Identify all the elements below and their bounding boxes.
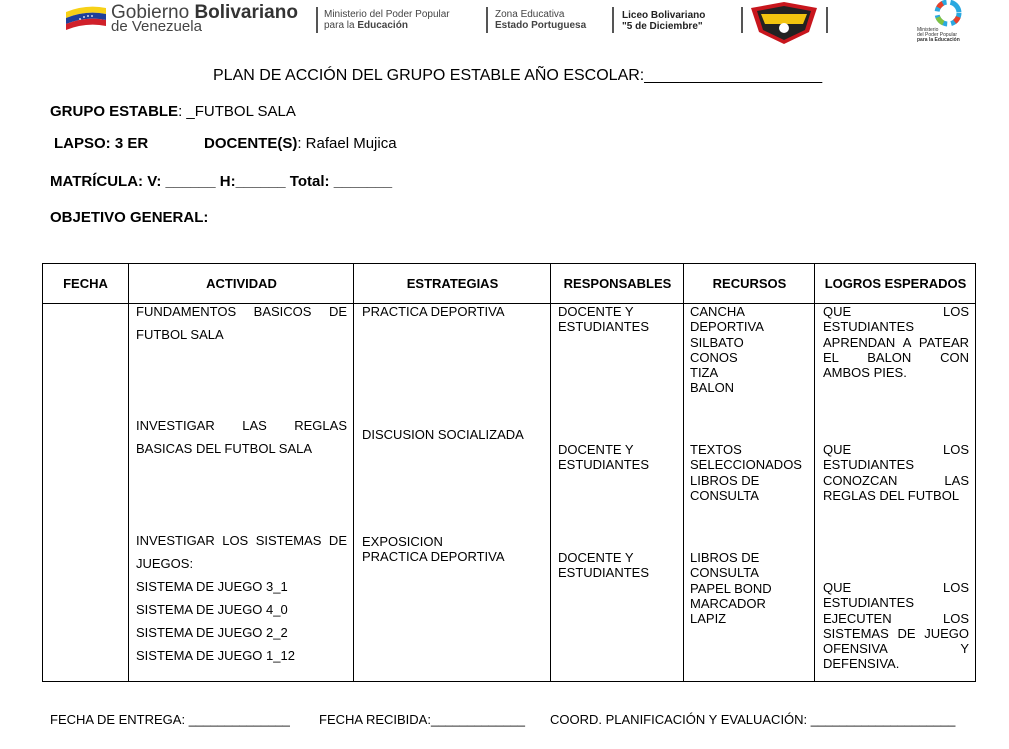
row1-recursos: CANCHA DEPORTIVA SILBATO CONOS TIZA BALON [690,304,764,396]
row2-actividad: INVESTIGAR LAS REGLAS BASICAS DEL FUTBOL SALA [136,418,347,456]
row1-responsables: DOCENTE Y ESTUDIANTES [558,304,650,335]
row3-estrategias: EXPOSICION PRACTICA DEPORTIVA [362,534,505,565]
row3-logros: QUE LOS ESTUDIANTES EJECUTEN LOS SISTEMAS DE JUEGO OFENSIVA Y DEFENSIVA. [823,580,969,672]
gobierno-logo-line1: Gobierno Bolivariano [111,2,298,23]
row2-responsables: DOCENTE Y ESTUDIANTES [558,442,650,473]
fecha-recibida-field: FECHA RECIBIDA:_____________ [319,712,525,727]
fecha-entrega-field: FECHA DE ENTREGA: ______________ [50,712,290,727]
column-header-estrategias: ESTRATEGIAS [406,276,499,291]
grupo-estable-line: GRUPO ESTABLE: _FUTBOL SALA [50,103,296,120]
column-header-logros: LOGROS ESPERADOS [824,276,967,291]
ministerio-logo-text: Ministerio del Poder Popular para la Educación [324,9,450,31]
coordinacion-field: COORD. PLANIFICACIÓN Y EVALUACIÓN: ____________________ [550,712,956,727]
row1-logros: QUE LOS ESTUDIANTES APRENDAN A PATEAR EL BALON CON AMBOS PIES. [823,304,969,381]
row2-logros: QUE LOS ESTUDIANTES CONOZCAN LAS REGLAS DEL FUTBOL [823,442,969,503]
row2-estrategias: DISCUSION SOCIALIZADA [362,427,524,442]
header-divider [486,7,488,33]
row3-recursos: LIBROS DE CONSULTA PAPEL BOND MARCADOR LAPIZ [690,550,772,627]
header-divider [316,7,318,33]
page-title: PLAN DE ACCIÓN DEL GRUPO ESTABLE AÑO ESCOLAR:____________________ [213,67,823,84]
header-divider [741,7,743,33]
column-header-actividad: ACTIVIDAD [206,276,277,291]
header-divider [826,7,828,33]
row2-recursos: TEXTOS SELECCIONADOS LIBROS DE CONSULTA [690,442,802,503]
row3-responsables: DOCENTE Y ESTUDIANTES [558,550,650,581]
objetivo-general-label: OBJETIVO GENERAL: [50,209,209,226]
liceo-shield-icon [749,2,819,44]
column-header-fecha: FECHA [63,276,108,291]
zona-educativa-text: Zona Educativa Estado Portuguesa [495,9,587,31]
header-divider [612,7,614,33]
ministerio-educacion-logo: Ministerio del Poder Popular para la Educación [912,0,984,46]
row1-actividad: FUNDAMENTOS BASICOS DE FUTBOL SALA [136,304,347,342]
column-header-recursos: RECURSOS [712,276,787,291]
lapso-label: LAPSO: 3 ER [54,135,149,152]
venezuela-flag-icon [66,4,106,30]
row1-estrategias: PRACTICA DEPORTIVA [362,304,505,319]
row3-actividad: INVESTIGAR LOS SISTEMAS DE JUEGOS: SISTEMA DE JUEGO 3_1 SISTEMA DE JUEGO 4_0 SISTEMA DE JUEGO 2_2 SISTEMA DE JUEGO 1_12 [136,533,347,663]
gobierno-logo-line2: de Venezuela [111,18,202,35]
matricula-line: MATRÍCULA: V: ______ H:______ Total: _______ [50,173,393,190]
docente-line: DOCENTE(S): Rafael Mujica [204,135,397,152]
liceo-name-text: Liceo Bolivariano "5 de Diciembre" [622,10,706,32]
column-header-responsables: RESPONSABLES [563,276,672,291]
